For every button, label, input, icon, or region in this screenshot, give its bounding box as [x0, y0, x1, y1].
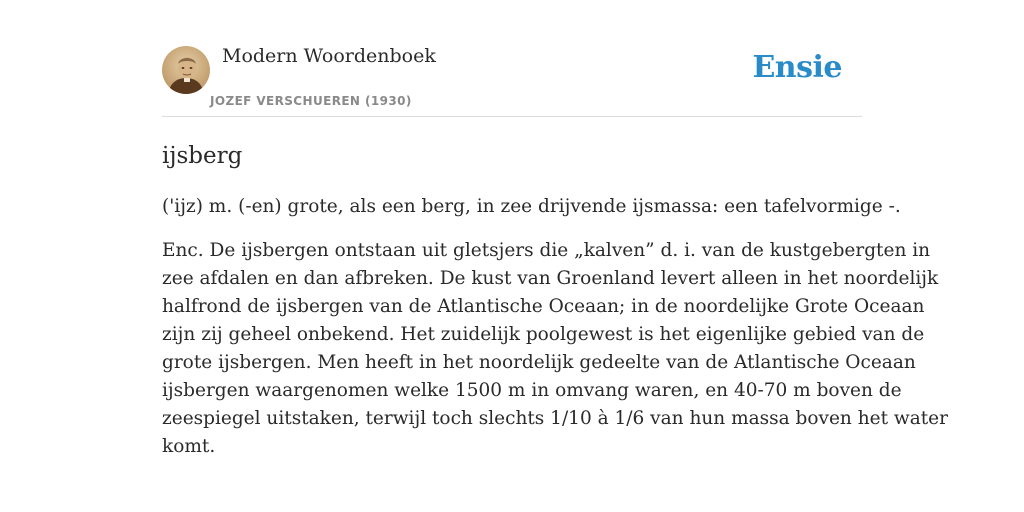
author-portrait-icon [162, 46, 210, 94]
encyclopedia-line: zee afdalen en dan afbreken. De kust van Groenland levert alleen in het noordelijk [162, 268, 939, 289]
dictionary-title[interactable]: Modern Woordenboek [222, 45, 436, 67]
encyclopedia-line: ijsbergen waargenomen welke 1500 m in omvang waren, en 40-70 m boven de [162, 380, 902, 401]
encyclopedia-line: zeespiegel uitstaken, terwijl toch slechts 1/10 à 1/6 van hun massa boven het water [162, 408, 948, 429]
encyclopedia-line: Enc. De ijsbergen ontstaan uit gletsjers die „kalven” d. i. van de kustgebergten in [162, 240, 931, 261]
encyclopedia-line: halfrond de ijsbergen van de Atlantische Oceaan; in de noordelijke Grote Oceaan [162, 296, 925, 317]
encyclopedia-line: grote ijsbergen. Men heeft in het noordelijk gedeelte van de Atlantische Oceaan [162, 352, 916, 373]
author-name: JOZEF VERSCHUEREN (1930) [210, 94, 412, 108]
definition-text: ('ijz) m. (-en) grote, als een berg, in zee drijvende ijsmassa: een tafelvormige -. [162, 196, 901, 217]
headword: ijsberg [162, 143, 243, 169]
encyclopedia-line: zijn zij geheel onbekend. Het zuidelijk poolgewest is het eigenlijke gebied van de [162, 324, 925, 345]
brand-logo[interactable]: Ensie [752, 50, 842, 85]
encyclopedia-text [162, 237, 948, 461]
author-avatar[interactable] [162, 46, 210, 94]
entry-card [162, 0, 948, 461]
dictionary-header [162, 0, 862, 117]
encyclopedia-line: komt. [162, 436, 216, 457]
